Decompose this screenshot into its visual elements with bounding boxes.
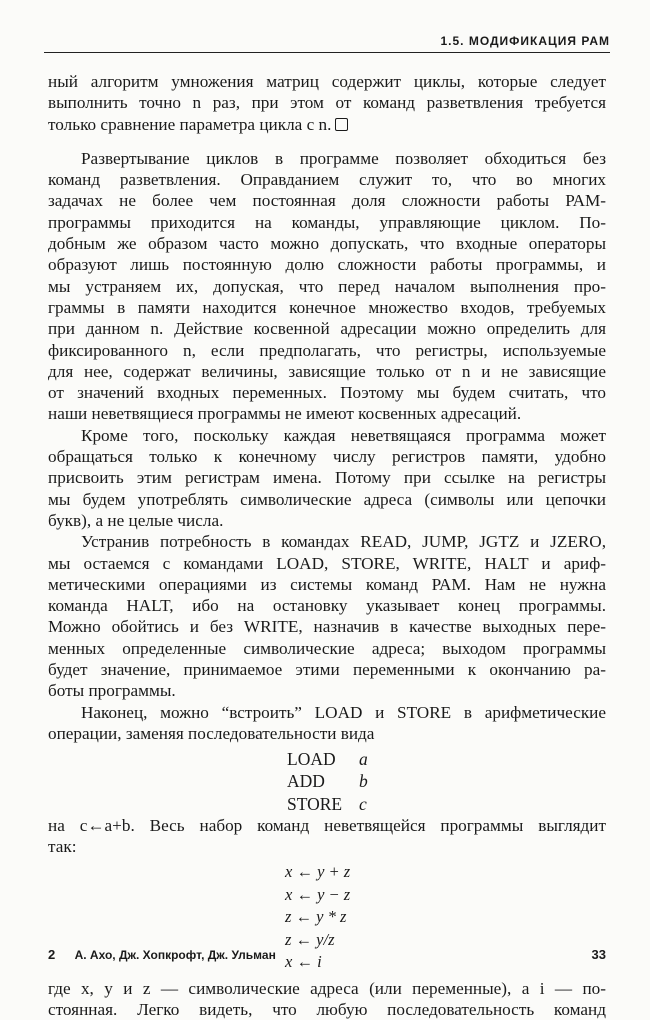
qed-box-icon (335, 118, 348, 131)
paragraph (48, 978, 606, 1020)
paragraph (48, 531, 606, 701)
formula: x ← y + z (285, 862, 351, 882)
text-line: так: (48, 837, 77, 857)
footer-authors: А. Ахо, Дж. Хопкрофт, Дж. Ульман (74, 948, 276, 962)
running-header: 1.5. МОДИФИКАЦИЯ РАМ (440, 34, 610, 48)
formula: x ← i (285, 952, 322, 972)
text-line: команд разветвления. Оправданием служит то, что во многих (48, 170, 606, 190)
text-line: мы устраняем их, допуская, что перед началом выполнения про- (48, 276, 606, 296)
text-line: наши неветвящиеся программы не имеют косвенных адресаций. (48, 404, 522, 424)
paragraph (48, 148, 606, 425)
listing-row: ADD b (287, 771, 368, 792)
text-line: граммы в памяти находится конечное множество входов, требуемых (48, 297, 606, 317)
paragraph (48, 71, 606, 135)
text-line: Устранив потребность в командах READ, JUMP, JGTZ и JZERO, (81, 532, 606, 552)
text-line: операции, заменяя последовательности вида (48, 723, 375, 743)
text-line: от значений входных переменных. Поэтому мы будем считать, что (48, 383, 606, 403)
text-line: задачах не более чем постоянная доля сложности работы РАМ- (48, 191, 606, 211)
text-line: фиксированного n, если предполагать, что регистры, используемые (48, 340, 606, 360)
text-line: на c←a+b. Весь набор команд неветвящейся программы выглядит (48, 815, 606, 835)
formula: z ← y * z (285, 907, 347, 927)
text-line: боты программы. (48, 681, 176, 701)
listing-row: LOAD a (287, 749, 368, 770)
page-number: 33 (591, 947, 606, 962)
text-line: образуют лишь постоянную долю сложности работы программы, и (48, 255, 606, 275)
text-line: обращаться только к конечному числу регистров памяти, удобно (48, 447, 606, 467)
text-line: ный алгоритм умножения матриц содержит циклы, которые следует (48, 72, 606, 91)
text-line: присвоить этим регистрам имена. Потому при ссылке на регистры (48, 468, 606, 488)
text-line: Наконец, можно “встроить” LOAD и STORE в арифметические (81, 702, 606, 722)
paragraph (48, 815, 606, 858)
formula: x ← y − z (285, 884, 351, 904)
listing-row: STORE c (287, 793, 367, 814)
text-line: только сравнение параметра цикла с n. (48, 114, 606, 135)
text-line: менных определенные символические адреса; выходом программы (48, 638, 606, 658)
text-line: Кроме того, поскольку каждая неветвящаяся программа может (81, 425, 606, 445)
text-line: добным же образом часто можно допускать, что входные операторы (48, 234, 606, 254)
text-line: программы приходится на команды, управляющие циклом. По- (48, 212, 606, 232)
paragraph (48, 425, 606, 531)
text-line: команда HALT, ибо на остановку указывает конец программы. (48, 596, 606, 616)
paragraph (48, 702, 606, 745)
text-line: мы остаемся с командами LOAD, STORE, WRITE, HALT и ариф- (48, 553, 606, 573)
text-line: букв), а не целые числа. (48, 510, 224, 530)
header-rule (44, 52, 610, 53)
signature-mark: 2 (48, 947, 56, 962)
text-line: выполнить точно n раз, при этом от команд разветвления требуется (48, 93, 606, 113)
code-listing (287, 748, 606, 815)
text-line: при данном n. Действие косвенной адресации можно определить для (48, 319, 606, 339)
text-line: будет значение, принимаемое этими переменными к окончанию ра- (48, 660, 606, 680)
text-line: Можно обойтись и без WRITE, назначив в качестве выходных пере- (48, 617, 606, 637)
text-line: мы будем употреблять символические адреса (символы или цепочки (48, 489, 606, 509)
formula: z ← y/z (285, 929, 335, 949)
page-footer (48, 947, 606, 962)
text-line: где x, y и z — символические адреса (или переменные), а i — по- (48, 978, 606, 998)
text-line: для нее, содержат величины, зависящие только от n и не зависящие (48, 361, 606, 381)
text-line: стоянная. Легко видеть, что любую последовательность команд (48, 1000, 606, 1020)
text-line: метическими операциями из системы команд РАМ. Нам не нужна (48, 574, 606, 594)
page-body (48, 71, 606, 1020)
text-line: Развертывание циклов в программе позволяет обходиться без (81, 148, 606, 168)
